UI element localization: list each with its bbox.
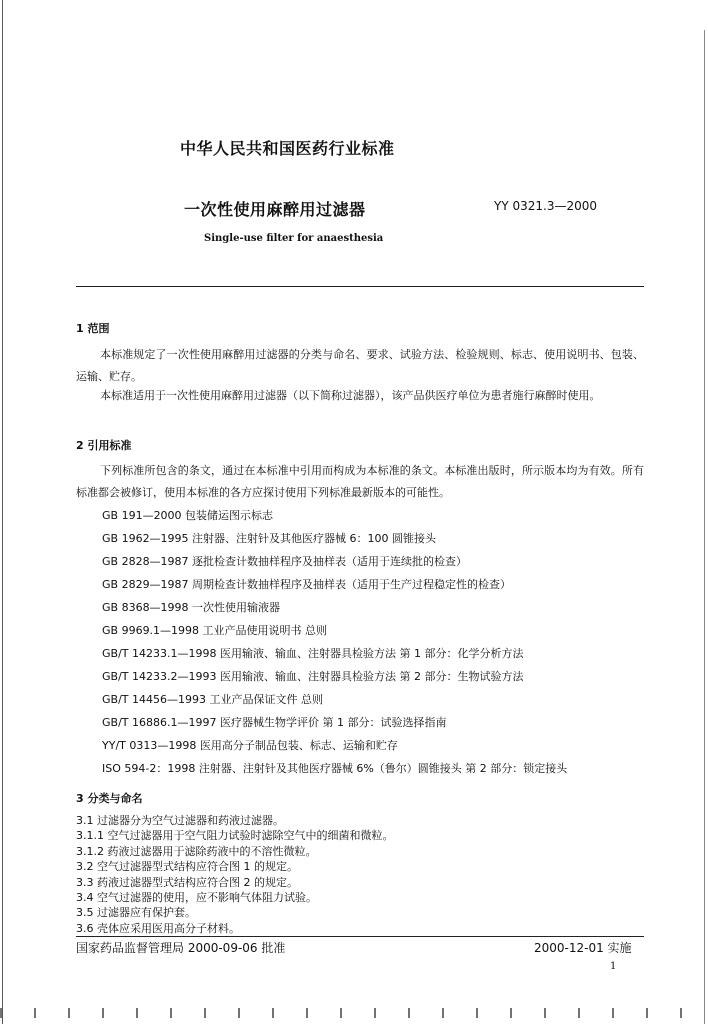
section-3-heading: 3 分类与命名 — [76, 792, 143, 805]
reference-item: GB 8368—1998 一次性使用输液器 — [102, 601, 281, 614]
scan-edge-right — [704, 30, 705, 1024]
scope-paragraph-1: 本标准规定了一次性使用麻醉用过滤器的分类与命名、要求、试验方法、检验规则、标志、使用说明书、包装、运输、贮存。 — [76, 348, 644, 383]
clause-item: 3.1.2 药液过滤器用于滤除药液中的不溶性微粒。 — [76, 844, 317, 858]
scan-edge-left — [2, 0, 3, 1024]
clause-item: 3.5 过滤器应有保护套。 — [76, 906, 196, 920]
references-intro: 下列标准所包含的条文，通过在本标准中引用而构成为本标准的条文。本标准出版时，所示版本均为有效。所有标准都会被修订，使用本标准的各方应探讨使用下列标准最新版本的可能性。 — [76, 464, 644, 499]
reference-item: GB/T 14456—1993 工业产品保证文件 总则 — [102, 693, 323, 706]
clause-item: 3.1 过滤器分为空气过滤器和药液过滤器。 — [76, 814, 284, 827]
scope-paragraph-2: 本标准适用于一次性使用麻醉用过滤器（以下简称过滤器），该产品供医疗单位为患者施行麻醉时使用。 — [100, 389, 601, 402]
page-number: 1 — [610, 961, 617, 972]
industry-standard-heading: 中华人民共和国医药行业标准 — [180, 139, 395, 158]
section-1-heading: 1 范围 — [76, 322, 110, 335]
clause-item: 3.3 药液过滤器型式结构应符合图 2 的规定。 — [76, 875, 298, 889]
reference-item: ISO 594-2：1998 注射器、注射针及其他医疗器械 6%（鲁尔）圆锥接头 第 2 部分：锁定接头 — [102, 762, 568, 775]
clause-item: 3.2 空气过滤器型式结构应符合图 1 的规定。 — [76, 860, 298, 874]
reference-item: GB/T 14233.2—1993 医用输液、输血、注射器具检验方法 第 2 部分：生物试验方法 — [102, 670, 524, 683]
clause-item: 3.4 空气过滤器的使用，应不影响气体阻力试验。 — [76, 891, 317, 904]
clause-item: 3.6 壳体应采用医用高分子材料。 — [76, 921, 240, 935]
standard-number: YY 0321.3—2000 — [494, 199, 598, 213]
document-title-en: Single-use filter for anaesthesia — [204, 233, 384, 244]
scan-artifact-bottom — [0, 1008, 708, 1018]
effective-date: 2000-12-01 实施 — [534, 941, 632, 955]
issued-by: 国家药品监督管理局 2000-09-06 批准 — [76, 941, 286, 955]
header-divider — [76, 286, 644, 287]
footer-divider — [76, 936, 644, 937]
reference-item: GB 9969.1—1998 工业产品使用说明书 总则 — [102, 624, 328, 637]
reference-item: GB 2829—1987 周期检查计数抽样程序及抽样表（适用于生产过程稳定性的检查） — [102, 578, 512, 591]
section-2-heading: 2 引用标准 — [76, 439, 132, 452]
reference-item: YY/T 0313—1998 医用高分子制品包装、标志、运输和贮存 — [102, 739, 398, 752]
reference-item: GB 191—2000 包装储运图示标志 — [102, 509, 274, 522]
reference-item: GB 1962—1995 注射器、注射针及其他医疗器械 6：100 圆锥接头 — [102, 532, 437, 545]
reference-item: GB/T 14233.1—1998 医用输液、输血、注射器具检验方法 第 1 部分：化学分析方法 — [102, 647, 524, 660]
reference-item: GB 2828—1987 逐批检查计数抽样程序及抽样表（适用于连续批的检查） — [102, 555, 468, 568]
clause-item: 3.1.1 空气过滤器用于空气阻力试验时滤除空气中的细菌和微粒。 — [76, 829, 394, 843]
reference-item: GB/T 16886.1—1997 医疗器械生物学评价 第 1 部分：试验选择指南 — [102, 716, 447, 729]
document-title-cn: 一次性使用麻醉用过滤器 — [184, 200, 366, 219]
